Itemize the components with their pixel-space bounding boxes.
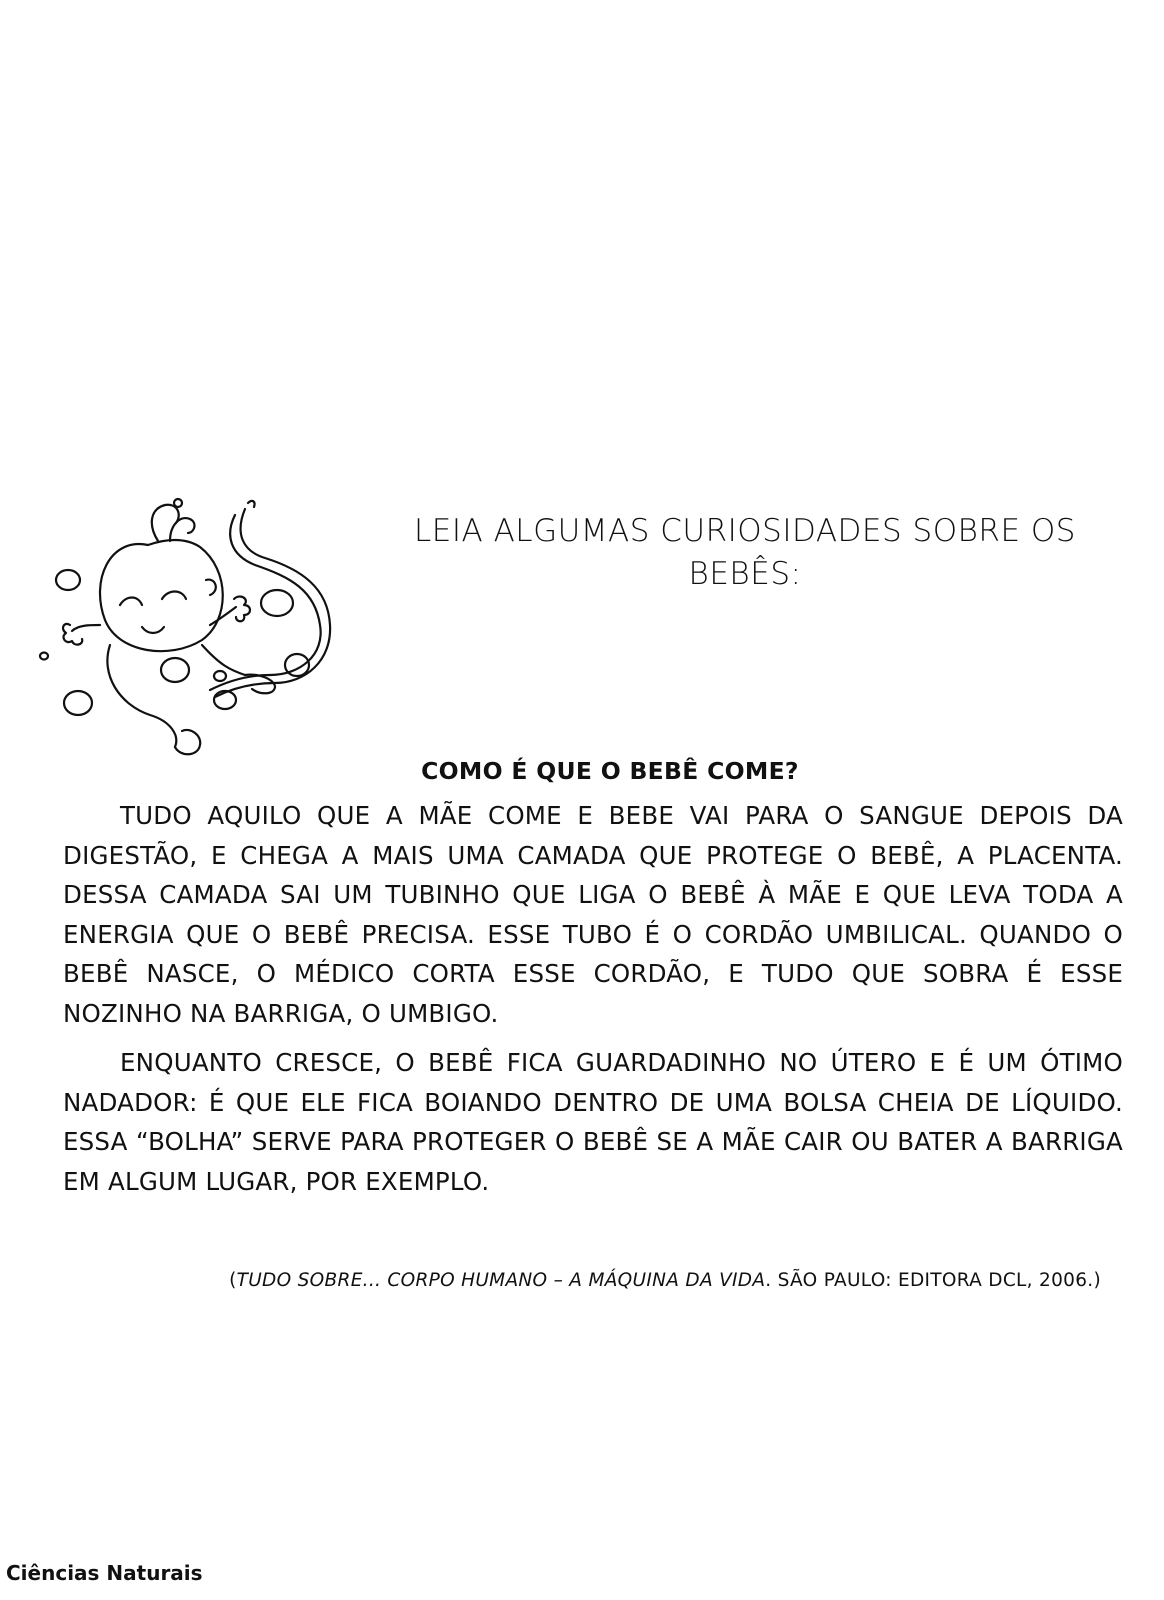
source-citation	[229, 1270, 1101, 1291]
page-heading: LEIA ALGUMAS CURIOSIDADES SOBRE OS BEBÊS:	[414, 513, 1076, 592]
baby-illustration	[30, 495, 350, 765]
body-paragraph-2: ENQUANTO CRESCE, O BEBÊ FICA GUARDADINHO NO ÚTERO E É UM ÓTIMO NADADOR: É QUE ELE FICA BOIANDO DENTRO DE UMA BOLSA CHEIA DE LÍQUIDO. ESSA “BOLHA” SERVE PARA PROTEGER O BEBÊ SE A MÃE CAIR OU BATER A BARRIGA EM ALGUM LUGAR, POR EXEMPLO.	[63, 1048, 1123, 1196]
body-paragraph-1: TUDO AQUILO QUE A MÃE COME E BEBE VAI PARA O SANGUE DEPOIS DA DIGESTÃO, E CHEGA A MAIS UMA CAMADA QUE PROTEGE O BEBÊ, A PLACENTA. DESSA CAMADA SAI UM TUBINHO QUE LIGA O BEBÊ À MÃE E QUE LEVA TODA A ENERGIA QUE O BEBÊ PRECISA. ESSE TUBO É O CORDÃO UMBILICAL. QUANDO O BEBÊ NASCE, O MÉDICO CORTA ESSE CORDÃO, E TUDO QUE SOBRA É ESSE NOZINHO NA BARRIGA, O UMBIGO.	[63, 801, 1123, 1028]
section-title: COMO É QUE O BEBÊ COME?	[421, 757, 799, 785]
citation-rest: . SÃO PAULO: EDITORA DCL, 2006.)	[765, 1270, 1101, 1291]
citation-open: (	[229, 1270, 237, 1291]
footer-subject: Ciências Naturais	[6, 1561, 203, 1585]
citation-title: TUDO SOBRE... CORPO HUMANO – A MÁQUINA DA VIDA	[236, 1270, 766, 1291]
